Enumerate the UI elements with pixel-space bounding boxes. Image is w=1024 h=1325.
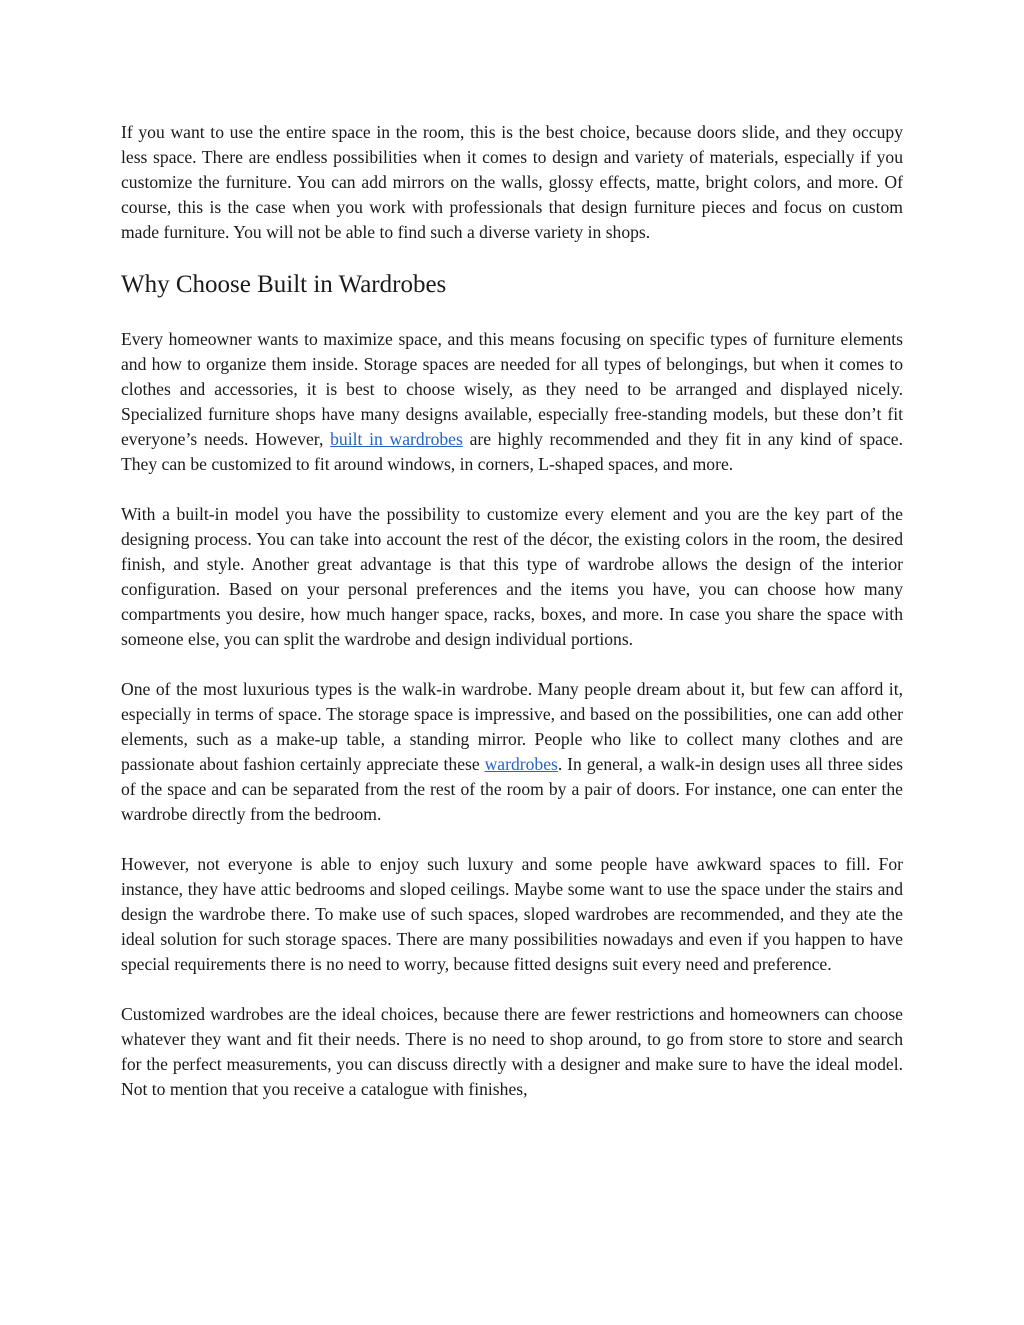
wardrobes-link[interactable]: wardrobes	[484, 754, 558, 774]
paragraph-text: are highly recommended and they fit in any kind of space. They can be customized to fit around windows, in corners, L-shaped spaces, and more.	[121, 429, 903, 474]
paragraph-text: . In general, a walk-in design uses all three sides of the space and can be separated from the rest of the room by a pair of doors. For instance, one can enter the wardrobe directly from the bedroom.	[121, 754, 903, 824]
paragraph-text: One of the most luxurious types is the walk-in wardrobe. Many people dream about it, but few can afford it, especially in terms of space. The storage space is impressive, and based on the possibilities, one can add other elements, such as a make-up table, a standing mirror. People who like to collect many clothes and are passionate about fashion certainly appreciate these	[121, 679, 903, 774]
paragraph-customized: Customized wardrobes are the ideal choices, because there are fewer restrictions and homeowners can choose whatever they want and fit their needs. There is no need to shop around, to go from store to store and search for the perfect measurements, you can discuss directly with a designer and make sure to have the ideal model. Not to mention that you receive a catalogue with finishes,	[121, 1004, 903, 1099]
paragraph-sliding-doors: If you want to use the entire space in the room, this is the best choice, because doors slide, and they occupy less space. There are endless possibilities when it comes to design and variety of materials, especially if you customize the furniture. You can add mirrors on the walls, glossy effects, matte, bright colors, and more. Of course, this is the case when you work with professionals that design furniture pieces and focus on custom made furniture. You will not be able to find such a diverse variety in shops.	[121, 122, 903, 242]
built-in-wardrobes-link[interactable]: built in wardrobes	[330, 429, 463, 449]
document-page	[121, 120, 903, 1127]
paragraph-maximize-space	[121, 327, 903, 477]
section-heading: Why Choose Built in Wardrobes	[121, 271, 447, 298]
paragraph-built-in-model: With a built-in model you have the possibility to customize every element and you are the key part of the designing process. You can take into account the rest of the décor, the existing colors in the room, the desired finish, and style. Another great advantage is that this type of wardrobe allows the design of the interior configuration. Based on your personal preferences and the items you have, you can choose how many compartments you desire, how much hanger space, racks, boxes, and more. In case you share the space with someone else, you can split the wardrobe and design individual portions.	[121, 504, 903, 649]
paragraph-walk-in	[121, 677, 903, 827]
paragraph-awkward-spaces: However, not everyone is able to enjoy such luxury and some people have awkward spaces to fill. For instance, they have attic bedrooms and sloped ceilings. Maybe some want to use the space under the stairs and design the wardrobe there. To make use of such spaces, sloped wardrobes are recommended, and they ate the ideal solution for such storage spaces. There are many possibilities nowadays and even if you happen to have special requirements there is no need to worry, because fitted designs suit every need and preference.	[121, 854, 903, 974]
paragraph-text: Every homeowner wants to maximize space, and this means focusing on specific types of furniture elements and how to organize them inside. Storage spaces are needed for all types of belongings, but when it comes to clothes and accessories, it is best to choose wisely, as they need to be arranged and displayed nicely. Specialized furniture shops have many designs available, especially free-standing models, but these don’t fit everyone’s needs. However,	[121, 329, 903, 449]
